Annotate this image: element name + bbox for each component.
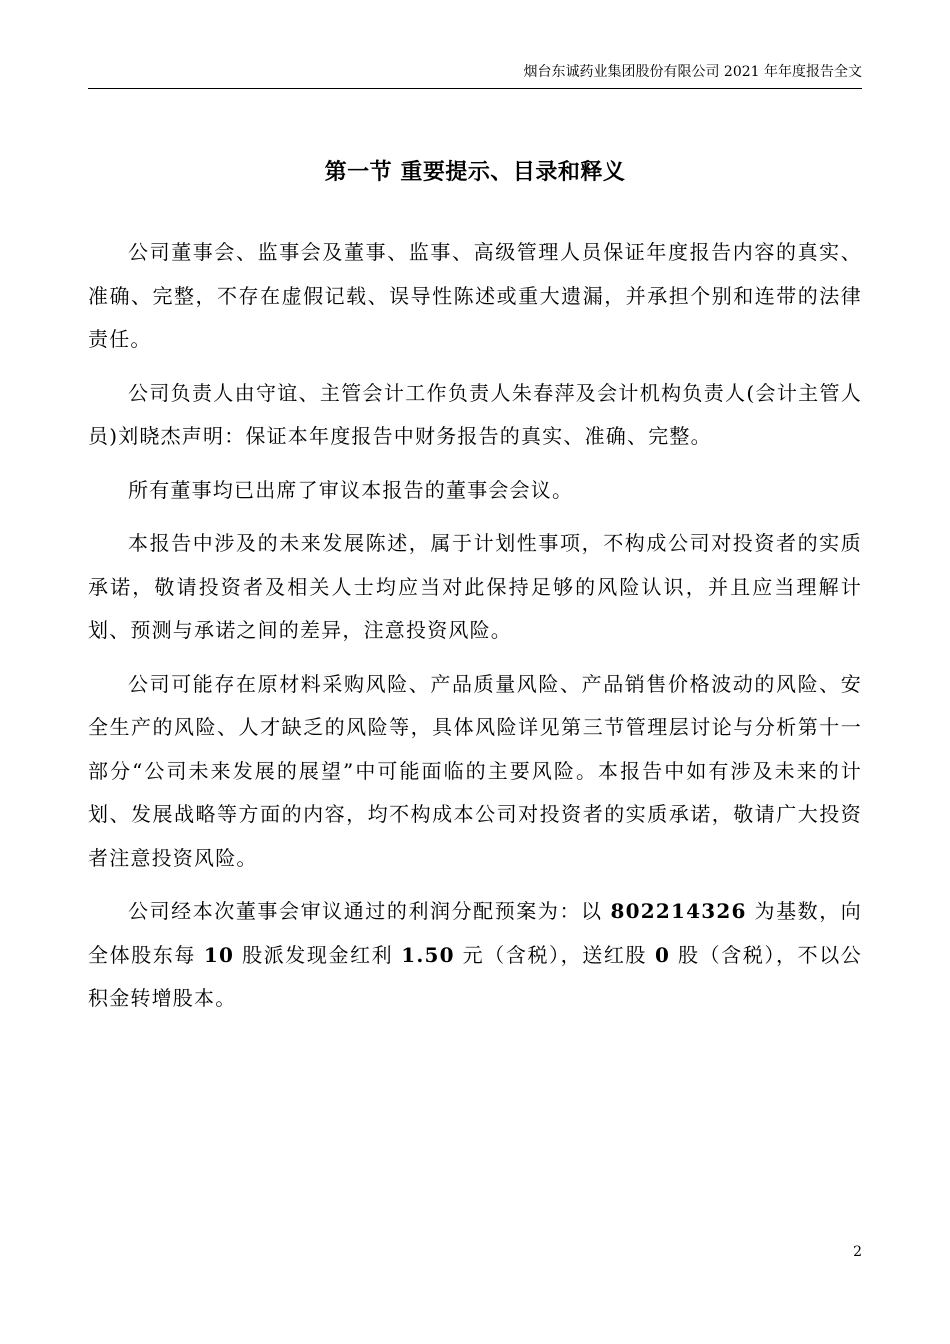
paragraph-attendance: 所有董事均已出席了审议本报告的董事会会议。 bbox=[128, 477, 574, 502]
dividend-text-2: 为基数，向全体股东每 bbox=[88, 899, 862, 967]
paragraph-risk-factors: 公司可能存在原材料采购风险、产品质量风险、产品销售价格波动的风险、安全生产的风险、人才缺乏的风险等，具体风险详见第三节管理层讨论与分析第十一部分“公司未来发展的展望”中可能面临的主要风险。本报告中如有涉及未来的计划、发展战略等方面的内容，均不构成本公司对投资者的实质承诺，敬请广大投资者注意投资风险。 bbox=[88, 671, 862, 870]
paragraph-responsibility: 公司董事会、监事会及董事、监事、高级管理人员保证年度报告内容的真实、准确、完整，不存在虚假记载、误导性陈述或重大遗漏，并承担个别和连带的法律责任。 bbox=[88, 240, 862, 351]
paragraph-dividend-plan bbox=[88, 890, 862, 1021]
bonus-shares-value: 0 bbox=[654, 942, 671, 967]
per-shares-value: 10 bbox=[203, 942, 235, 967]
section-title: 第一节 重要提示、目录和释义 bbox=[324, 159, 626, 185]
dividend-text-5: 股（含税），不以公积金转增股本。 bbox=[88, 942, 863, 1010]
cash-dividend-value: 1.50 bbox=[401, 942, 455, 967]
dividend-text-1: 公司经本次董事会审议通过的利润分配预案为：以 bbox=[128, 899, 611, 923]
header-rule bbox=[88, 88, 862, 89]
paragraph-forward-looking: 本报告中涉及的未来发展陈述，属于计划性事项，不构成公司对投资者的实质承诺，敬请投资者及相关人士均应当对此保持足够的风险认识，并且应当理解计划、预测与承诺之间的差异，注意投资风险。 bbox=[88, 531, 862, 642]
dividend-text-3: 股派发现金红利 bbox=[234, 942, 402, 967]
body-text bbox=[88, 231, 862, 1031]
dividend-text-4: 元（含税），送红股 bbox=[454, 942, 655, 967]
page-number: 2 bbox=[853, 1244, 862, 1260]
base-shares-value: 802214326 bbox=[610, 899, 747, 923]
running-header: 烟台东诚药业集团股份有限公司 2021 年年度报告全文 bbox=[523, 64, 862, 80]
paragraph-declaration: 公司负责人由守谊、主管会计工作负责人朱春萍及会计机构负责人(会计主管人员)刘晓杰声明：保证本年度报告中财务报告的真实、准确、完整。 bbox=[88, 380, 862, 448]
